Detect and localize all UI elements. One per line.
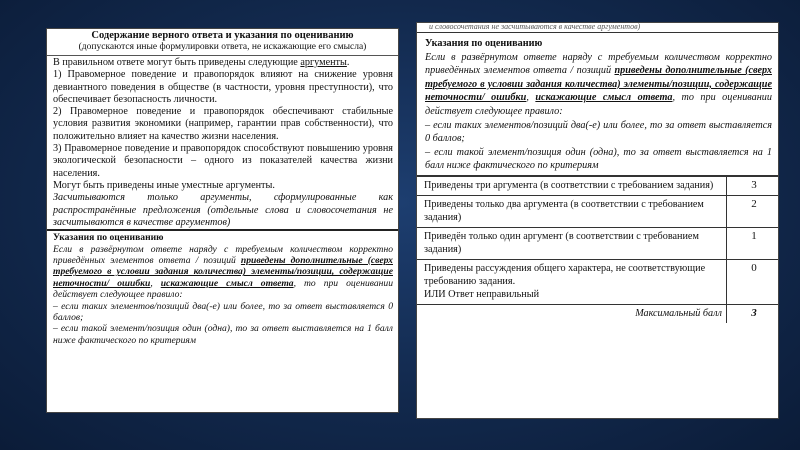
total-score: 3 <box>727 304 779 323</box>
left-guide-rule <box>53 244 393 301</box>
criterion-score: 1 <box>727 227 779 259</box>
right-guide-case-1: – если такой элемент/позиция один (одна), то за ответ выставляется на 1 балл ниже фактического по критериям <box>425 146 772 172</box>
answer-subtitle: (допускаются иные формулировки ответа, не искажающие его смысла) <box>78 42 367 52</box>
answer-body <box>47 56 398 229</box>
arguments-word: аргументы <box>300 57 347 68</box>
r-guide-text-e: , то при оценивании действует следующее правило: <box>425 92 772 117</box>
score-table <box>417 176 778 323</box>
guide-text-b: приведены дополнительные (сверх требуемого в условии задания количества) элементы/позиции, содержащие неточности/ ошибки <box>53 254 393 289</box>
r-guide-text-b: приведены дополнительные (сверх требуемого в условии задания количества) элементы/позиции, содержащие неточности/ ошибки <box>425 65 772 104</box>
criterion-score: 2 <box>727 195 779 227</box>
argument-2: 2) Правомерное поведение и правопорядок обеспечивают стабильные условия развития экономики (например, гарантии прав собственности), что положительно влияет на качество жизни населения. <box>53 106 393 142</box>
intro-line <box>53 57 393 69</box>
table-row <box>417 259 778 304</box>
criterion-score: 3 <box>727 176 779 195</box>
arguments-note: Засчитываются только аргументы, сформулированные как распространённые предложения (отдельные слова и словосочетания не засчитываются в качестве аргументов) <box>53 192 393 228</box>
total-row <box>417 304 778 323</box>
left-guide-case-2: – если таких элементов/позиций два(-е) или более, то за ответ выставляется 0 баллов; <box>53 300 393 323</box>
criterion-text: Приведён только один аргумент (в соответствии с требованием задания) <box>417 227 727 259</box>
right-guide <box>417 33 778 176</box>
criterion-text-alt: ИЛИ Ответ неправильный <box>424 288 540 300</box>
guide-text-e: , то при оценивании действует следующее правило: <box>53 277 393 301</box>
left-guide-title: Указания по оцениванию <box>53 232 164 244</box>
criterion-text: Приведены рассуждения общего характера, не соответствующие требованию задания. <box>424 262 706 287</box>
guide-text-a: Если в развёрнутом ответе наряду с требуемым количеством корректно приведённых элементов ответа / позиций <box>53 243 393 266</box>
scoring-panel <box>416 22 779 419</box>
intro-end: . <box>346 57 350 68</box>
r-guide-text-c: , <box>526 92 536 104</box>
answer-title: Содержание верного ответа и указания по оцениванию <box>91 30 354 41</box>
total-label: Максимальный балл <box>417 304 727 323</box>
table-row <box>417 176 778 195</box>
right-guide-case-2: – если таких элементов/позиций два(-е) или более, то за ответ выставляется 0 баллов; <box>425 119 772 145</box>
right-guide-title: Указания по оцениванию <box>425 38 543 49</box>
argument-1: 1) Правомерное поведение и правопорядок влияют на снижение уровня девиантного поведения в обществе (в частности, уровня преступности), что обеспечивает безопасность личности. <box>53 69 393 105</box>
answer-content-panel <box>46 28 399 413</box>
right-guide-rule <box>425 51 772 119</box>
cut-fragment: и словосочетания не засчитываются в качестве аргументов) <box>417 23 778 33</box>
criterion-text-multi <box>417 259 727 304</box>
r-guide-text-d: искажающие смысл ответа <box>535 92 673 104</box>
intro-text: В правильном ответе могут быть приведены следующие <box>53 57 301 68</box>
guide-text-d: искажающие смысл ответа <box>160 277 294 289</box>
other-arguments: Могут быть приведены иные уместные аргументы. <box>53 179 275 191</box>
left-guide-case-1: – если такой элемент/позиция один (одна), то за ответ выставляется на 1 балл ниже фактического по критериям <box>53 323 393 346</box>
criterion-text: Приведены три аргумента (в соответствии с требованием задания) <box>417 176 727 195</box>
criterion-score: 0 <box>727 259 779 304</box>
table-row <box>417 195 778 227</box>
r-guide-text-a: Если в развёрнутом ответе наряду с требуемым количеством корректно приведённых элементов ответа / позиций <box>425 51 772 77</box>
guide-text-c: , <box>150 277 161 289</box>
argument-3: 3) Правомерное поведение и правопорядок способствуют повышению уровня экологической безопасности – одного из показателей качества жизни населения. <box>53 143 393 179</box>
table-row <box>417 227 778 259</box>
left-guide <box>47 231 398 346</box>
answer-header <box>47 29 398 56</box>
criterion-text: Приведены только два аргумента (в соответствии с требованием задания) <box>417 195 727 227</box>
